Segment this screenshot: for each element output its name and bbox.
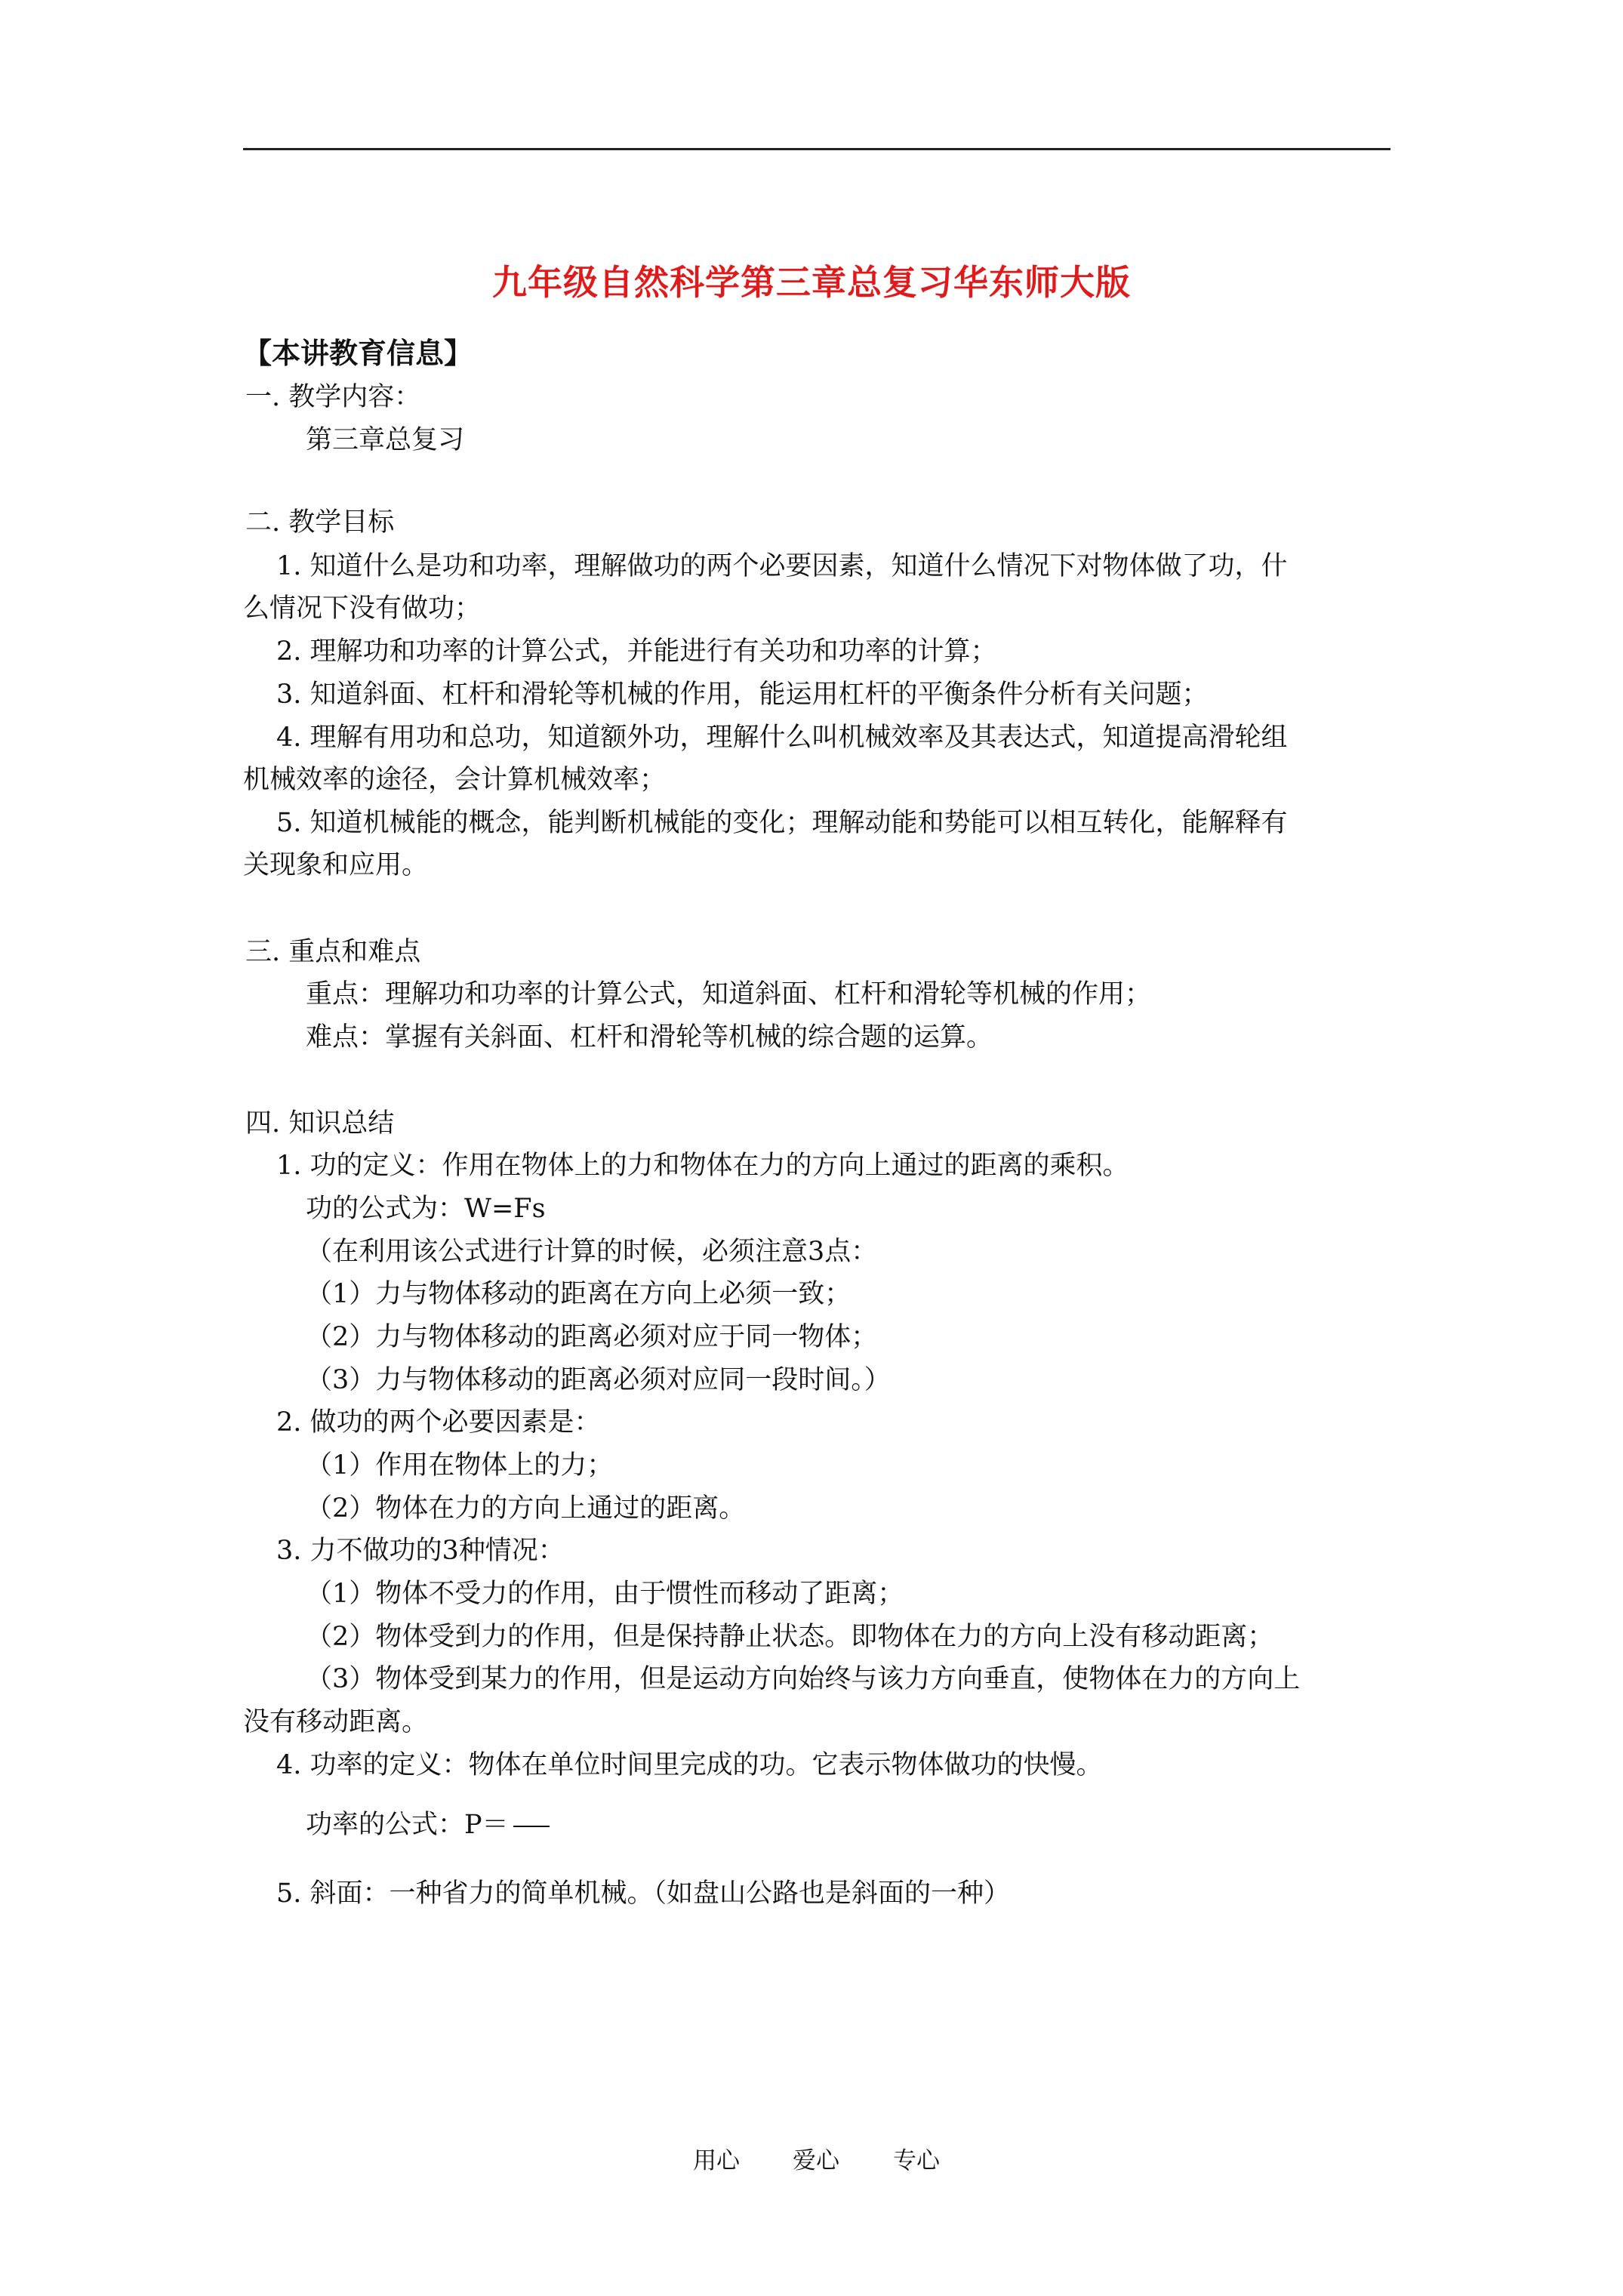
- sec1-content: 第三章总复习: [306, 425, 465, 455]
- footer-yongxin: 用心: [693, 2147, 740, 2174]
- summary-1: 1. 功的定义：作用在物体上的力和物体在力的方向上通过的距离的乘积。: [276, 1151, 1129, 1181]
- difficult-point: 难点：掌握有关斜面、杠杆和滑轮等机械的综合题的运算。: [306, 1022, 993, 1052]
- sec1-heading: 一. 教学内容：: [245, 382, 421, 412]
- summary-3-n3a: （3）物体受到某力的作用，但是运动方向始终与该力方向垂直，使物体在力的方向上: [306, 1664, 1301, 1694]
- fraction-bar: [513, 1826, 550, 1827]
- goal-5a: 5. 知道机械能的概念，能判断机械能的变化；理解动能和势能可以相互转化，能解释有: [276, 808, 1288, 838]
- info-heading: 【本讲教育信息】: [243, 337, 473, 370]
- summary-2-n1: （1）作用在物体上的力；: [306, 1450, 614, 1481]
- sec3-heading: 三. 重点和难点: [245, 937, 421, 967]
- summary-1-n3: （3）力与物体移动的距离必须对应同一段时间。）: [306, 1365, 891, 1395]
- summary-2-n2: （2）物体在力的方向上通过的距离。: [306, 1493, 746, 1524]
- goal-5b: 关现象和应用。: [243, 850, 429, 880]
- goal-3: 3. 知道斜面、杠杆和滑轮等机械的作用，能运用杠杆的平衡条件分析有关问题；: [276, 680, 1209, 710]
- summary-3-n1: （1）物体不受力的作用，由于惯性而移动了距离；: [306, 1579, 904, 1609]
- key-point: 重点：理解功和功率的计算公式，知道斜面、杠杆和滑轮等机械的作用；: [306, 979, 1152, 1009]
- power-formula-text: 功率的公式：P＝: [306, 1810, 509, 1840]
- summary-4-formula: [306, 1808, 550, 1841]
- sec2-heading: 二. 教学目标: [245, 507, 395, 538]
- summary-5: 5. 斜面：一种省力的简单机械。（如盘山公路也是斜面的一种）: [276, 1878, 1011, 1909]
- footer-zhuanxin: 专心: [893, 2147, 940, 2174]
- header-rule: [243, 148, 1390, 150]
- footer-aixin: 爱心: [793, 2147, 839, 2174]
- summary-3-n3b: 没有移动距离。: [243, 1707, 429, 1737]
- document-title: 九年级自然科学第三章总复习华东师大版: [492, 262, 1131, 303]
- goal-1a: 1. 知道什么是功和功率，理解做功的两个必要因素，知道什么情况下对物体做了功，什: [276, 551, 1288, 581]
- summary-3-n2: （2）物体受到力的作用，但是保持静止状态。即物体在力的方向上没有移动距离；: [306, 1622, 1274, 1652]
- summary-1-note: （在利用该公式进行计算的时候，必须注意3点：: [306, 1237, 878, 1267]
- goal-4a: 4. 理解有用功和总功，知道额外功，理解什么叫机械效率及其表达式，知道提高滑轮组: [276, 723, 1288, 753]
- sec4-heading: 四. 知识总结: [245, 1108, 395, 1139]
- summary-4: 4. 功率的定义：物体在单位时间里完成的功。它表示物体做功的快慢。: [276, 1750, 1103, 1780]
- goal-4b: 机械效率的途径，会计算机械效率；: [243, 765, 667, 795]
- summary-1-n2: （2）力与物体移动的距离必须对应于同一物体；: [306, 1322, 878, 1352]
- goal-1b: 么情况下没有做功；: [243, 593, 482, 624]
- summary-1-n1: （1）力与物体移动的距离在方向上必须一致；: [306, 1279, 852, 1309]
- summary-1-formula: 功的公式为：W=Fs: [306, 1194, 546, 1224]
- summary-3: 3. 力不做功的3种情况：: [276, 1536, 565, 1566]
- goal-2: 2. 理解功和功率的计算公式，并能进行有关功和功率的计算；: [276, 636, 997, 667]
- summary-2: 2. 做功的两个必要因素是：: [276, 1407, 601, 1438]
